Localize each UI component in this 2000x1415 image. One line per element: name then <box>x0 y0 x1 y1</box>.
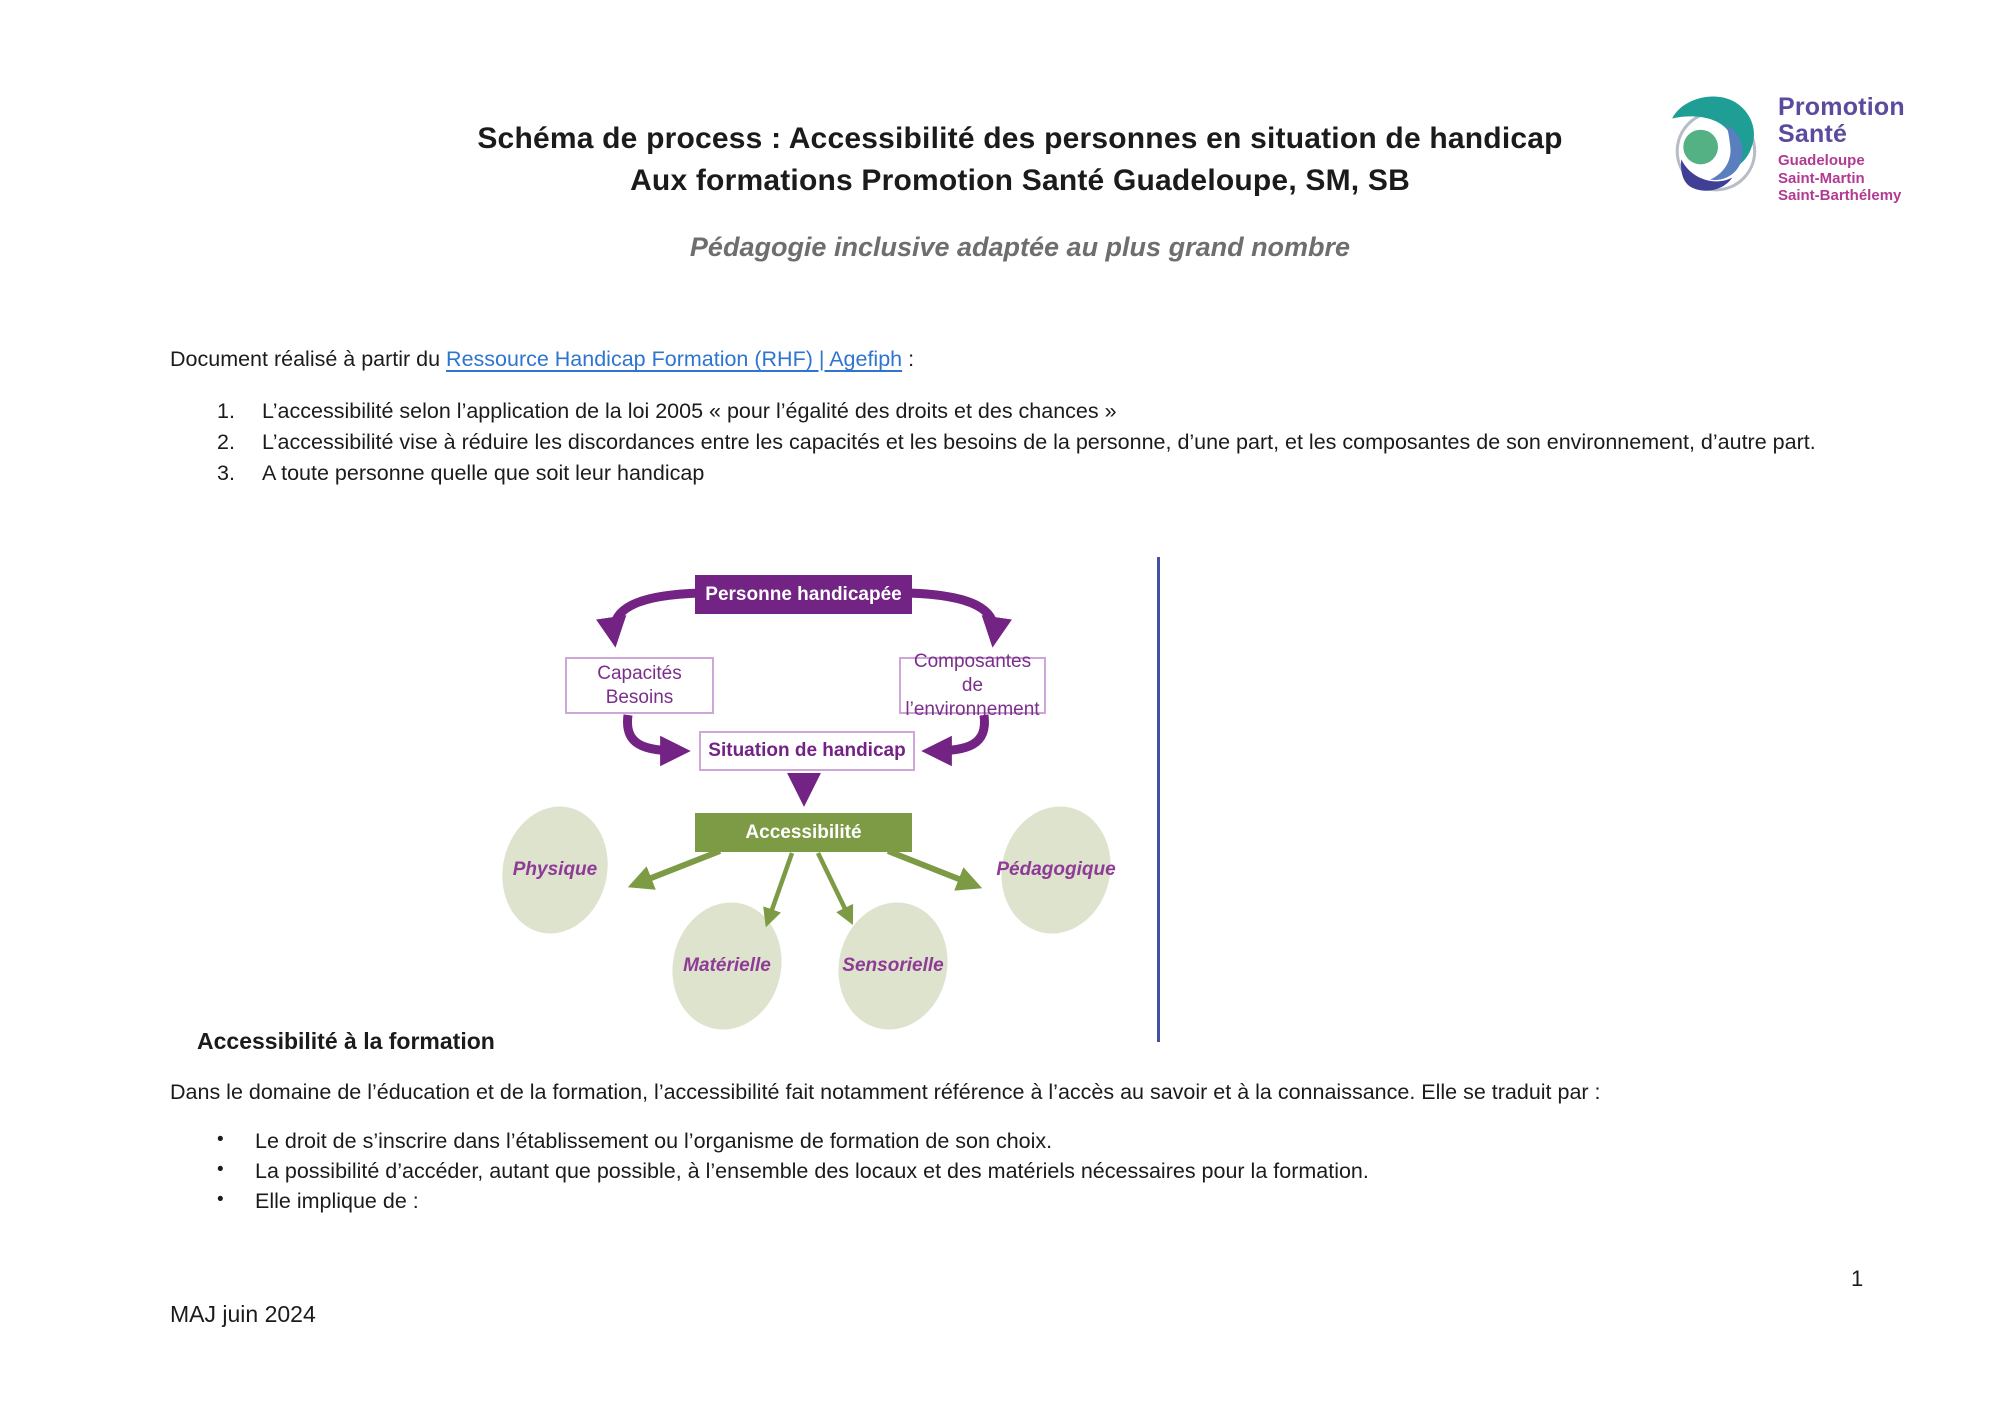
logo-region-line2: Saint-Martin <box>1778 169 1865 187</box>
node-capacites-besoins <box>565 657 714 714</box>
logo-name-line1: Promotion <box>1778 93 1905 121</box>
page-number: 1 <box>1851 1266 1864 1291</box>
list-item <box>217 430 1816 461</box>
label-sensorielle: Sensorielle <box>842 955 944 976</box>
section-paragraph: Dans le domaine de l’éducation et de la formation, l’accessibilité fait notamment référence à l’accès au savoir et à la connaissance. Elle se traduit par : <box>170 1080 1601 1104</box>
vertical-divider <box>1157 557 1160 1042</box>
rhf-agefiph-link[interactable]: Ressource Handicap Formation (RHF) | Agefiph <box>446 347 903 371</box>
intro-prefix: Document réalisé à partir du <box>170 347 447 371</box>
list-item-text: A toute personne quelle que soit leur handicap <box>262 461 705 485</box>
page-title <box>250 118 1790 202</box>
bullet-list <box>217 1129 1369 1219</box>
label-physique: Physique <box>512 859 598 880</box>
node-label: Capacités Besoins <box>597 662 682 708</box>
node-label: Personne handicapée <box>705 583 902 605</box>
logo-region-line3: Saint-Barthélemy <box>1778 187 1902 204</box>
list-item <box>217 1159 1369 1189</box>
title-line-2: Aux formations Promotion Santé Guadeloupe, SM, SB <box>630 164 1410 197</box>
logo-region-line1: Guadeloupe <box>1778 152 1865 169</box>
list-item <box>217 461 1816 492</box>
list-item <box>217 399 1816 430</box>
bullet-icon: • <box>217 1129 224 1150</box>
node-label: Composantes de l’environnement <box>905 650 1040 720</box>
bullet-text: La possibilité d’accéder, autant que possible, à l’ensemble des locaux et des matériels nécessaires pour la formation. <box>255 1159 1369 1183</box>
bullet-icon: • <box>217 1159 224 1180</box>
label-pedagogique: Pédagogique <box>996 859 1116 880</box>
node-label: Situation de handicap <box>708 740 906 761</box>
list-item <box>217 1189 1369 1219</box>
bullet-icon: • <box>217 1189 224 1210</box>
bullet-text: Elle implique de : <box>255 1189 419 1213</box>
list-item-number: 3. <box>217 461 235 485</box>
node-situation-de-handicap <box>699 731 915 771</box>
intro-suffix: : <box>902 347 915 371</box>
label-materielle: Matérielle <box>683 955 771 976</box>
logo-text <box>1778 94 1905 205</box>
process-diagram <box>420 545 1200 1055</box>
node-personne-handicapee <box>695 575 912 614</box>
numbered-list <box>217 399 1816 492</box>
node-label: Accessibilité <box>745 821 862 843</box>
section-heading: Accessibilité à la formation <box>197 1028 495 1054</box>
list-item-text: L’accessibilité vise à réduire les discordances entre les capacités et les besoins de la personne, d’une part, et les composantes de son environnement, d’autre part. <box>262 430 1816 454</box>
title-line-1: Schéma de process : Accessibilité des personnes en situation de handicap <box>477 122 1563 155</box>
page-subtitle: Pédagogie inclusive adaptée au plus grand nombre <box>689 232 1351 262</box>
footer-date: MAJ juin 2024 <box>170 1301 316 1327</box>
node-composantes-environnement <box>899 650 1046 720</box>
list-item <box>217 1129 1369 1159</box>
diagram-arrows <box>420 545 1200 1055</box>
promotion-sante-logo <box>1668 88 1928 208</box>
node-accessibilite <box>695 813 912 852</box>
bullet-text: Le droit de s’inscrire dans l’établissement ou l’organisme de formation de son choix. <box>255 1129 1053 1153</box>
list-item-text: L’accessibilité selon l’application de la loi 2005 « pour l’égalité des droits et des chances » <box>262 399 1117 423</box>
logo-name-line2: Santé <box>1778 120 1848 148</box>
logo-circle-icon <box>1668 92 1770 198</box>
list-item-number: 1. <box>217 399 235 423</box>
logo-region-lines <box>1778 152 1905 205</box>
intro-line <box>170 347 914 372</box>
list-item-number: 2. <box>217 430 235 454</box>
